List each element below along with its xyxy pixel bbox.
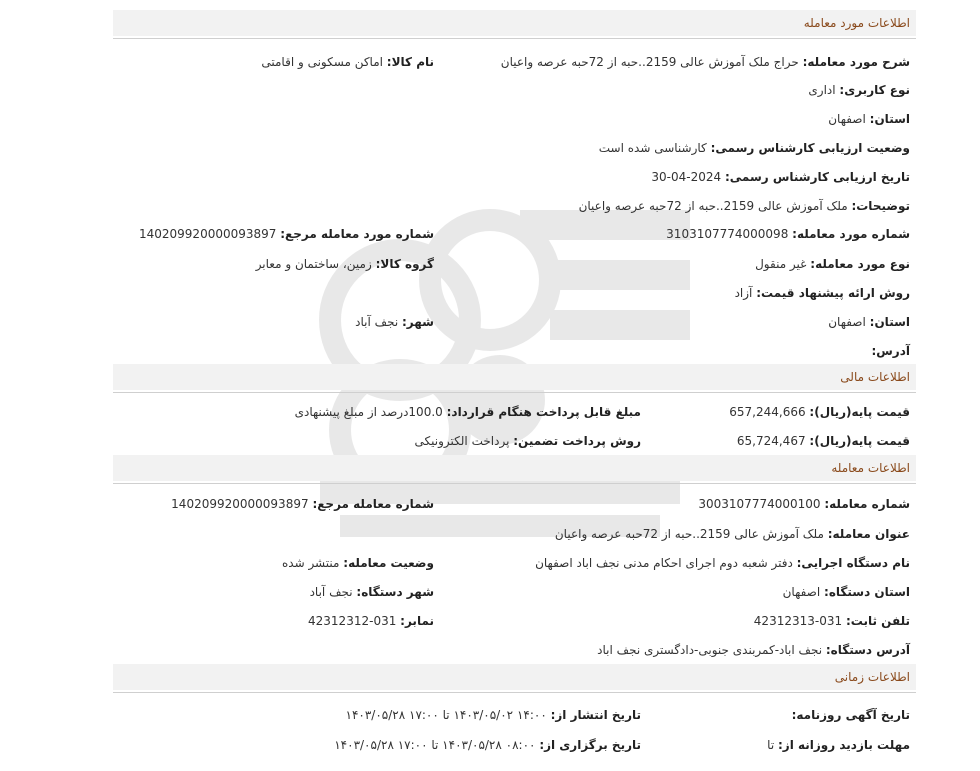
deal-ref-number-value: 140209920000093897 xyxy=(171,497,309,511)
appraisal-status-field xyxy=(599,138,910,158)
divider xyxy=(113,38,916,39)
base-price-value: 657,244,666 xyxy=(729,405,806,419)
hold-date-value: ۰۸:۰۰ ۱۴۰۳/۰۵/۲۸ تا ۱۷:۰۰ ۱۴۰۳/۰۵/۲۸ xyxy=(334,738,536,752)
publish-date-label: تاریخ انتشار از: xyxy=(550,708,641,722)
appraisal-date-value: 2024-04-30 xyxy=(651,170,722,184)
org-province-field xyxy=(783,582,910,602)
province2-label: استان: xyxy=(869,315,910,329)
city-field xyxy=(355,312,434,332)
province-label: استان: xyxy=(869,112,910,126)
contract-payment-field xyxy=(295,402,641,422)
phone-field xyxy=(754,611,910,631)
province2-value: اصفهان xyxy=(828,315,866,329)
guarantee-method-label: روش پرداخت تضمین: xyxy=(513,434,641,448)
executor-field xyxy=(535,553,910,573)
usage-field xyxy=(808,80,910,100)
deal-ref-number-label: شماره معامله مرجع: xyxy=(312,497,434,511)
base-price-field xyxy=(729,402,910,422)
city-label: شهر: xyxy=(402,315,434,329)
item-type-label: نوع مورد معامله: xyxy=(810,257,910,271)
goods-name-label: نام کالا: xyxy=(386,55,434,69)
deal-title-field xyxy=(555,524,910,544)
guarantee-method-value: پرداخت الکترونیکی xyxy=(414,434,510,448)
usage-value: اداری xyxy=(808,83,836,97)
deal-status-value: منتشر شده xyxy=(281,556,340,570)
deal-number-field xyxy=(698,494,910,514)
contract-payment-label: مبلغ قابل پرداخت هنگام قرارداد: xyxy=(446,405,641,419)
item-type-value: غیر منقول xyxy=(755,257,807,271)
item-number-value: 3103107774000098 xyxy=(666,227,789,241)
ref-number-field xyxy=(139,224,434,244)
divider xyxy=(113,392,916,393)
fax-label: نمابر: xyxy=(400,614,434,628)
divider xyxy=(113,483,916,484)
org-address-value: نجف اباد-کمربندی جنوبی-دادگستری نجف اباد xyxy=(597,643,823,657)
item-number-field xyxy=(666,224,910,244)
price-method-field xyxy=(735,283,910,303)
org-address-field xyxy=(597,640,910,660)
phone-value: 031-42312313 xyxy=(753,614,843,628)
description-label: شرح مورد معامله: xyxy=(802,55,910,69)
description-value: حراج ملک آموزش عالی 2159..حبه از 72حبه عرصه واعیان xyxy=(500,55,799,69)
visit-deadline-value: تا xyxy=(767,738,775,752)
fax-field xyxy=(308,611,434,631)
province-value: اصفهان xyxy=(828,112,866,126)
notes-label: توضیحات: xyxy=(851,199,910,213)
deal-status-label: وضعیت معامله: xyxy=(343,556,434,570)
goods-name-field xyxy=(261,52,434,72)
address-field xyxy=(871,341,910,361)
fax-value: 031-42312312 xyxy=(308,614,397,628)
address-label: آدرس: xyxy=(871,344,910,358)
usage-label: نوع کاربری: xyxy=(839,83,910,97)
publish-date-value: ۱۴:۰۰ ۱۴۰۳/۰۵/۰۲ تا ۱۷:۰۰ ۱۴۰۳/۰۵/۲۸ xyxy=(345,708,547,722)
appraisal-status-label: وضعیت ارزیابی کارشناس رسمی: xyxy=(710,141,910,155)
divider xyxy=(113,692,916,693)
newspaper-date-label: تاریخ آگهی روزنامه: xyxy=(791,708,910,722)
section-title-financial: اطلاعات مالی xyxy=(113,364,916,390)
province-field xyxy=(828,109,910,129)
base-price-label: قیمت پایه(ریال): xyxy=(809,405,910,419)
visit-deadline-label: مهلت بازدید روزانه از: xyxy=(778,738,910,752)
org-province-value: اصفهان xyxy=(782,585,821,599)
base-price2-field xyxy=(737,431,910,451)
section-title-timing: اطلاعات زمانی xyxy=(113,664,916,690)
deal-status-field xyxy=(282,553,434,573)
ref-number-value: 140209920000093897 xyxy=(138,227,277,241)
visit-deadline-field xyxy=(767,735,910,755)
org-city-field xyxy=(310,582,434,602)
base-price2-value: 65,724,467 xyxy=(736,434,806,448)
hold-date-label: تاریخ برگزاری از: xyxy=(539,738,641,752)
hold-date-field xyxy=(334,735,641,755)
goods-group-label: گروه کالا: xyxy=(375,257,434,271)
description-field xyxy=(501,52,910,72)
notes-value: ملک آموزش عالی 2159..حبه از 72حبه عرصه واعیان xyxy=(578,199,848,213)
newspaper-date-field xyxy=(792,705,910,725)
notes-field xyxy=(579,196,910,216)
goods-group-field xyxy=(256,254,434,274)
goods-name-value: اماکن مسکونی و اقامتی xyxy=(261,55,383,69)
base-price2-label: قیمت پایه(ریال): xyxy=(809,434,910,448)
deal-details-panel xyxy=(113,8,916,768)
ref-number-label: شماره مورد معامله مرجع: xyxy=(280,227,434,241)
org-province-label: استان دستگاه: xyxy=(824,585,910,599)
appraisal-status-value: کارشناسی شده است xyxy=(598,141,707,155)
deal-title-value: ملک آموزش عالی 2159..حبه از 72حبه عرصه واعیان xyxy=(554,527,824,541)
org-city-label: شهر دستگاه: xyxy=(356,585,434,599)
section-title-deal: اطلاعات معامله xyxy=(113,455,916,481)
item-type-field xyxy=(755,254,910,274)
executor-value: دفتر شعبه دوم اجرای احکام مدنی نجف اباد اصفهان xyxy=(535,556,793,570)
org-city-value: نجف آباد xyxy=(309,585,353,599)
price-method-value: آزاد xyxy=(734,286,753,300)
province2-field xyxy=(828,312,910,332)
executor-label: نام دستگاه اجرایی: xyxy=(796,556,910,570)
guarantee-method-field xyxy=(415,431,641,451)
item-number-label: شماره مورد معامله: xyxy=(792,227,910,241)
city-value: نجف آباد xyxy=(355,315,399,329)
contract-payment-value: 100.0درصد از مبلغ پیشنهادی xyxy=(294,405,443,419)
appraisal-date-field xyxy=(651,167,910,187)
deal-number-value: 3003107774000100 xyxy=(698,497,821,511)
price-method-label: روش ارائه پیشنهاد قیمت: xyxy=(756,286,910,300)
publish-date-field xyxy=(346,705,641,725)
appraisal-date-label: تاریخ ارزیابی کارشناس رسمی: xyxy=(724,170,910,184)
section-title-deal-info: اطلاعات مورد معامله xyxy=(113,10,916,36)
org-address-label: آدرس دستگاه: xyxy=(825,643,910,657)
deal-number-label: شماره معامله: xyxy=(824,497,910,511)
deal-title-label: عنوان معامله: xyxy=(827,527,910,541)
goods-group-value: زمین، ساختمان و معابر xyxy=(255,257,372,271)
phone-label: تلفن ثابت: xyxy=(845,614,910,628)
deal-ref-number-field xyxy=(171,494,434,514)
